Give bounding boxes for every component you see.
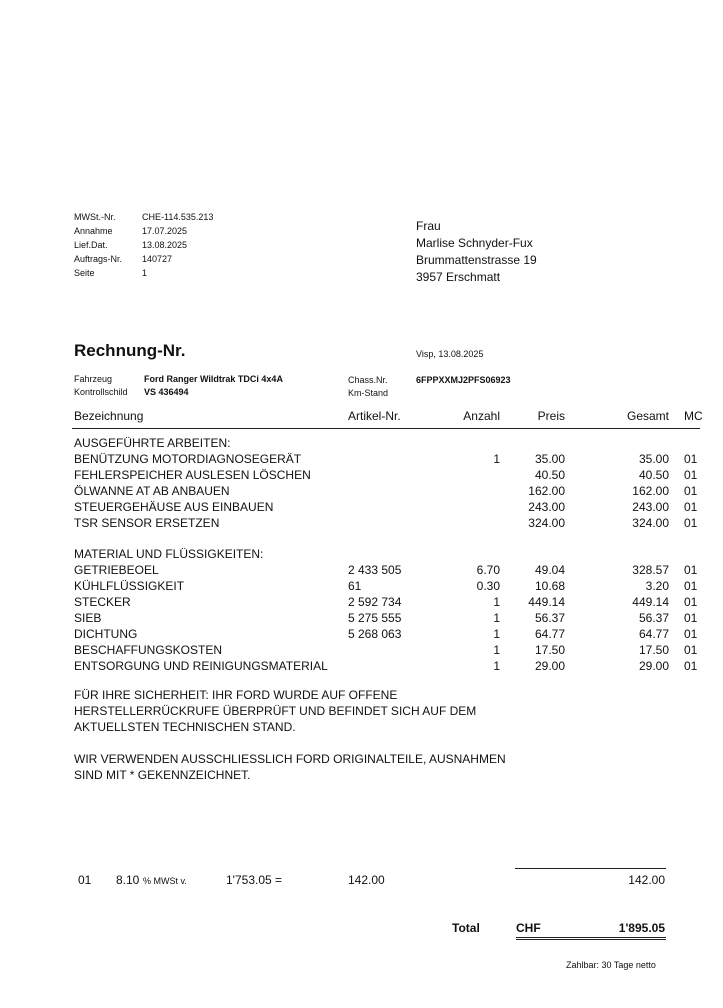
item-mc: 01 xyxy=(684,627,698,641)
item-total: 449.14 xyxy=(632,595,669,609)
section-title-material: MATERIAL UND FLÜSSIGKEITEN: xyxy=(74,547,264,561)
item-description: BENÜTZUNG MOTORDIAGNOSEGERÄT xyxy=(74,452,302,466)
item-quantity: 1 xyxy=(493,452,500,466)
item-total: 40.50 xyxy=(638,468,669,482)
meta-label: Lief.Dat. xyxy=(74,240,108,250)
item-total: 243.00 xyxy=(632,500,669,514)
meta-value: 17.07.2025 xyxy=(142,226,188,236)
table-row xyxy=(0,563,723,579)
item-price: 243.00 xyxy=(528,500,565,514)
item-description: TSR SENSOR ERSETZEN xyxy=(74,516,220,530)
total-currency: CHF xyxy=(516,921,541,935)
item-price: 64.77 xyxy=(534,627,565,641)
item-total: 3.20 xyxy=(645,579,669,593)
item-quantity: 1 xyxy=(493,659,500,673)
item-article: 2 433 505 xyxy=(348,563,402,577)
col-quantity: Anzahl xyxy=(463,409,500,423)
item-description: STEUERGEHÄUSE AUS EINBAUEN xyxy=(74,500,274,514)
item-price: 324.00 xyxy=(528,516,565,530)
item-description: SIEB xyxy=(74,611,102,625)
item-mc: 01 xyxy=(684,563,698,577)
item-quantity: 1 xyxy=(493,611,500,625)
note-line: WIR VERWENDEN AUSSCHLIESSLICH FORD ORIGINALTEILE, AUSNAHMEN xyxy=(74,752,506,766)
header-divider xyxy=(72,428,700,429)
address-line: Brummattenstrasse 19 xyxy=(416,253,537,267)
item-description: FEHLERSPEICHER AUSLESEN LÖSCHEN xyxy=(74,468,311,482)
item-mc: 01 xyxy=(684,468,698,482)
place-date: Visp, 13.08.2025 xyxy=(416,349,484,359)
col-article: Artikel-Nr. xyxy=(348,409,401,423)
note-line: FÜR IHRE SICHERHEIT: IHR FORD WURDE AUF OFFENE xyxy=(74,688,398,702)
item-quantity: 0.30 xyxy=(476,579,500,593)
item-mc: 01 xyxy=(684,484,698,498)
meta-label: MWSt.-Nr. xyxy=(74,212,116,222)
meta-label: Auftrags-Nr. xyxy=(74,254,123,264)
item-price: 10.68 xyxy=(534,579,565,593)
item-total: 29.00 xyxy=(638,659,669,673)
item-description: BESCHAFFUNGSKOSTEN xyxy=(74,643,223,657)
item-mc: 01 xyxy=(684,595,698,609)
plate-label: Kontrollschild xyxy=(74,387,128,397)
meta-value: CHE-114.535.213 xyxy=(142,212,214,222)
vat-divider xyxy=(515,868,666,869)
item-quantity: 1 xyxy=(493,627,500,641)
item-total: 35.00 xyxy=(638,452,669,466)
item-quantity: 6.70 xyxy=(476,563,500,577)
item-price: 162.00 xyxy=(528,484,565,498)
item-mc: 01 xyxy=(684,611,698,625)
note-line: SIND MIT * GEKENNZEICHNET. xyxy=(74,768,251,782)
table-row xyxy=(0,659,723,675)
item-mc: 01 xyxy=(684,500,698,514)
item-description: DICHTUNG xyxy=(74,627,138,641)
table-row xyxy=(0,579,723,595)
meta-value: 1 xyxy=(142,268,148,278)
item-description: ENTSORGUNG UND REINIGUNGSMATERIAL xyxy=(74,659,328,673)
item-total: 56.37 xyxy=(638,611,669,625)
item-total: 17.50 xyxy=(638,643,669,657)
payment-terms: Zahlbar: 30 Tage netto xyxy=(566,960,656,970)
address-line: Marlise Schnyder-Fux xyxy=(416,236,533,250)
total-label: Total xyxy=(452,921,480,935)
vat-rate-label: % MWSt v. xyxy=(143,876,187,886)
item-mc: 01 xyxy=(684,643,698,657)
item-total: 64.77 xyxy=(638,627,669,641)
vat-mc: 01 xyxy=(78,873,92,887)
meta-value: 140727 xyxy=(142,254,173,264)
meta-value: 13.08.2025 xyxy=(142,240,188,250)
table-row xyxy=(0,627,723,643)
vat-base: 1'753.05 = xyxy=(226,873,283,887)
vat-rate: 8.10 xyxy=(116,873,140,887)
item-quantity: 1 xyxy=(493,643,500,657)
vehicle-label: Fahrzeug xyxy=(74,374,113,384)
vat-amount: 142.00 xyxy=(348,873,385,887)
address-line: Frau xyxy=(416,219,441,233)
note-line: HERSTELLERRÜCKRUFE ÜBERPRÜFT UND BEFINDET SICH AUF DEM xyxy=(74,704,477,718)
section-title-work: AUSGEFÜHRTE ARBEITEN: xyxy=(74,436,231,450)
item-mc: 01 xyxy=(684,516,698,530)
total-underline xyxy=(516,937,666,938)
item-article: 2 592 734 xyxy=(348,595,402,609)
col-price: Preis xyxy=(537,409,565,423)
item-price: 56.37 xyxy=(534,611,565,625)
total-underline-2 xyxy=(516,939,666,940)
item-total: 328.57 xyxy=(632,563,669,577)
item-article: 5 268 063 xyxy=(348,627,402,641)
item-price: 35.00 xyxy=(534,452,565,466)
item-article: 61 xyxy=(348,579,362,593)
table-row xyxy=(0,500,723,516)
col-mc: MC xyxy=(684,409,703,423)
km-label: Km-Stand xyxy=(348,388,389,398)
item-mc: 01 xyxy=(684,452,698,466)
item-description: KÜHLFLÜSSIGKEIT xyxy=(74,579,185,593)
item-price: 29.00 xyxy=(534,659,565,673)
meta-label: Annahme xyxy=(74,226,113,236)
table-row xyxy=(0,611,723,627)
address-line: 3957 Erschmatt xyxy=(416,270,501,284)
note-line: AKTUELLSTEN TECHNISCHEN STAND. xyxy=(74,720,296,734)
item-price: 17.50 xyxy=(534,643,565,657)
table-row xyxy=(0,595,723,611)
item-article: 5 275 555 xyxy=(348,611,402,625)
table-row xyxy=(0,452,723,468)
chassis-value: 6FPPXXMJ2PFS06923 xyxy=(416,375,511,385)
chassis-label: Chass.Nr. xyxy=(348,375,388,385)
item-price: 49.04 xyxy=(534,563,565,577)
total-value: 1'895.05 xyxy=(618,921,665,935)
meta-label: Seite xyxy=(74,268,95,278)
item-mc: 01 xyxy=(684,659,698,673)
table-row xyxy=(0,468,723,484)
item-price: 40.50 xyxy=(534,468,565,482)
item-mc: 01 xyxy=(684,579,698,593)
item-description: ÖLWANNE AT AB ANBAUEN xyxy=(74,484,230,498)
item-description: GETRIEBEOEL xyxy=(74,563,159,577)
table-row xyxy=(0,643,723,659)
item-quantity: 1 xyxy=(493,595,500,609)
table-header xyxy=(0,409,723,425)
table-row xyxy=(0,484,723,500)
vat-sum: 142.00 xyxy=(628,873,665,887)
plate-value: VS 436494 xyxy=(144,387,189,397)
col-total: Gesamt xyxy=(626,409,669,423)
col-description: Bezeichnung xyxy=(74,409,144,423)
invoice-title: Rechnung-Nr. xyxy=(74,341,186,360)
vehicle-value: Ford Ranger Wildtrak TDCi 4x4A xyxy=(144,374,283,384)
item-total: 324.00 xyxy=(632,516,669,530)
table-row xyxy=(0,516,723,532)
item-price: 449.14 xyxy=(528,595,565,609)
item-total: 162.00 xyxy=(632,484,669,498)
item-description: STECKER xyxy=(74,595,131,609)
